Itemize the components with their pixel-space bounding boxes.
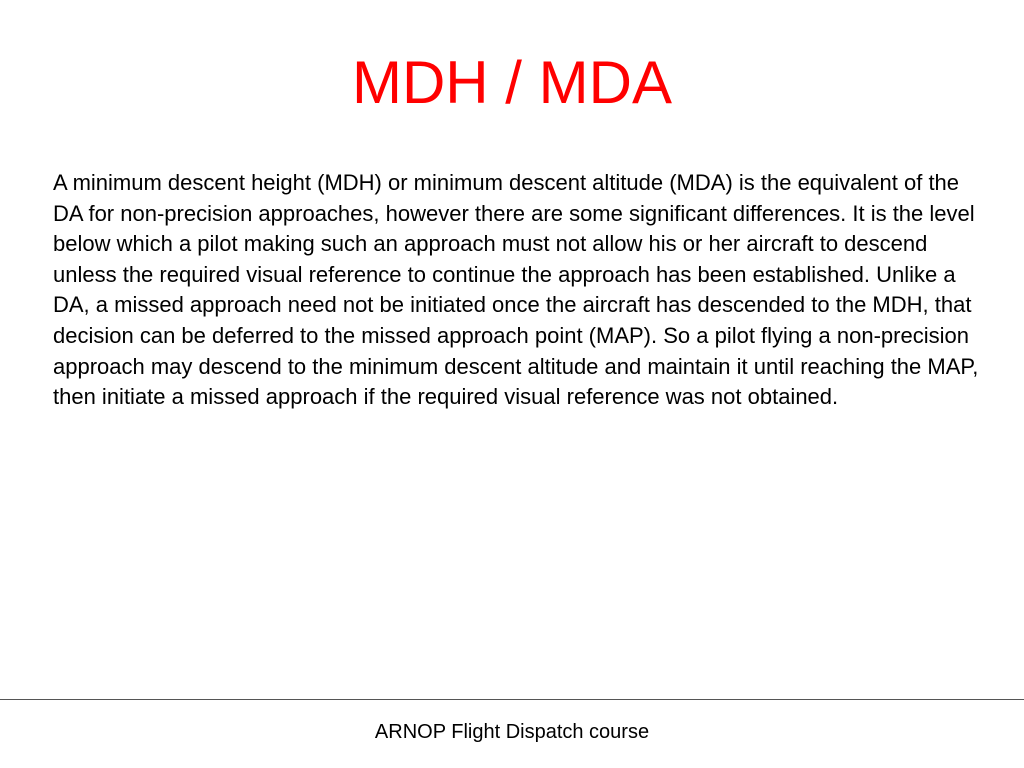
footer-divider [0, 699, 1024, 700]
slide-footer: ARNOP Flight Dispatch course [374, 721, 650, 743]
slide-title: MDH / MDA [352, 49, 672, 116]
slide-body-text: A minimum descent height (MDH) or minimum descent altitude (MDA) is the equivalent of the DA for non-precision approaches, however there are some significant differences. It is the level below which a pilot making such an approach must not allow his or her aircraft to descend unless the required visual reference to continue the approach has been established. Unlike a DA, a missed approach need not be initiated once the aircraft has descended to the MDH, that decision can be deferred to the missed approach point (MAP). So a pilot flying a non-precision approach may descend to the minimum descent altitude and maintain it until reaching the MAP, then initiate a missed approach if the required visual reference was not obtained. [53, 170, 979, 410]
